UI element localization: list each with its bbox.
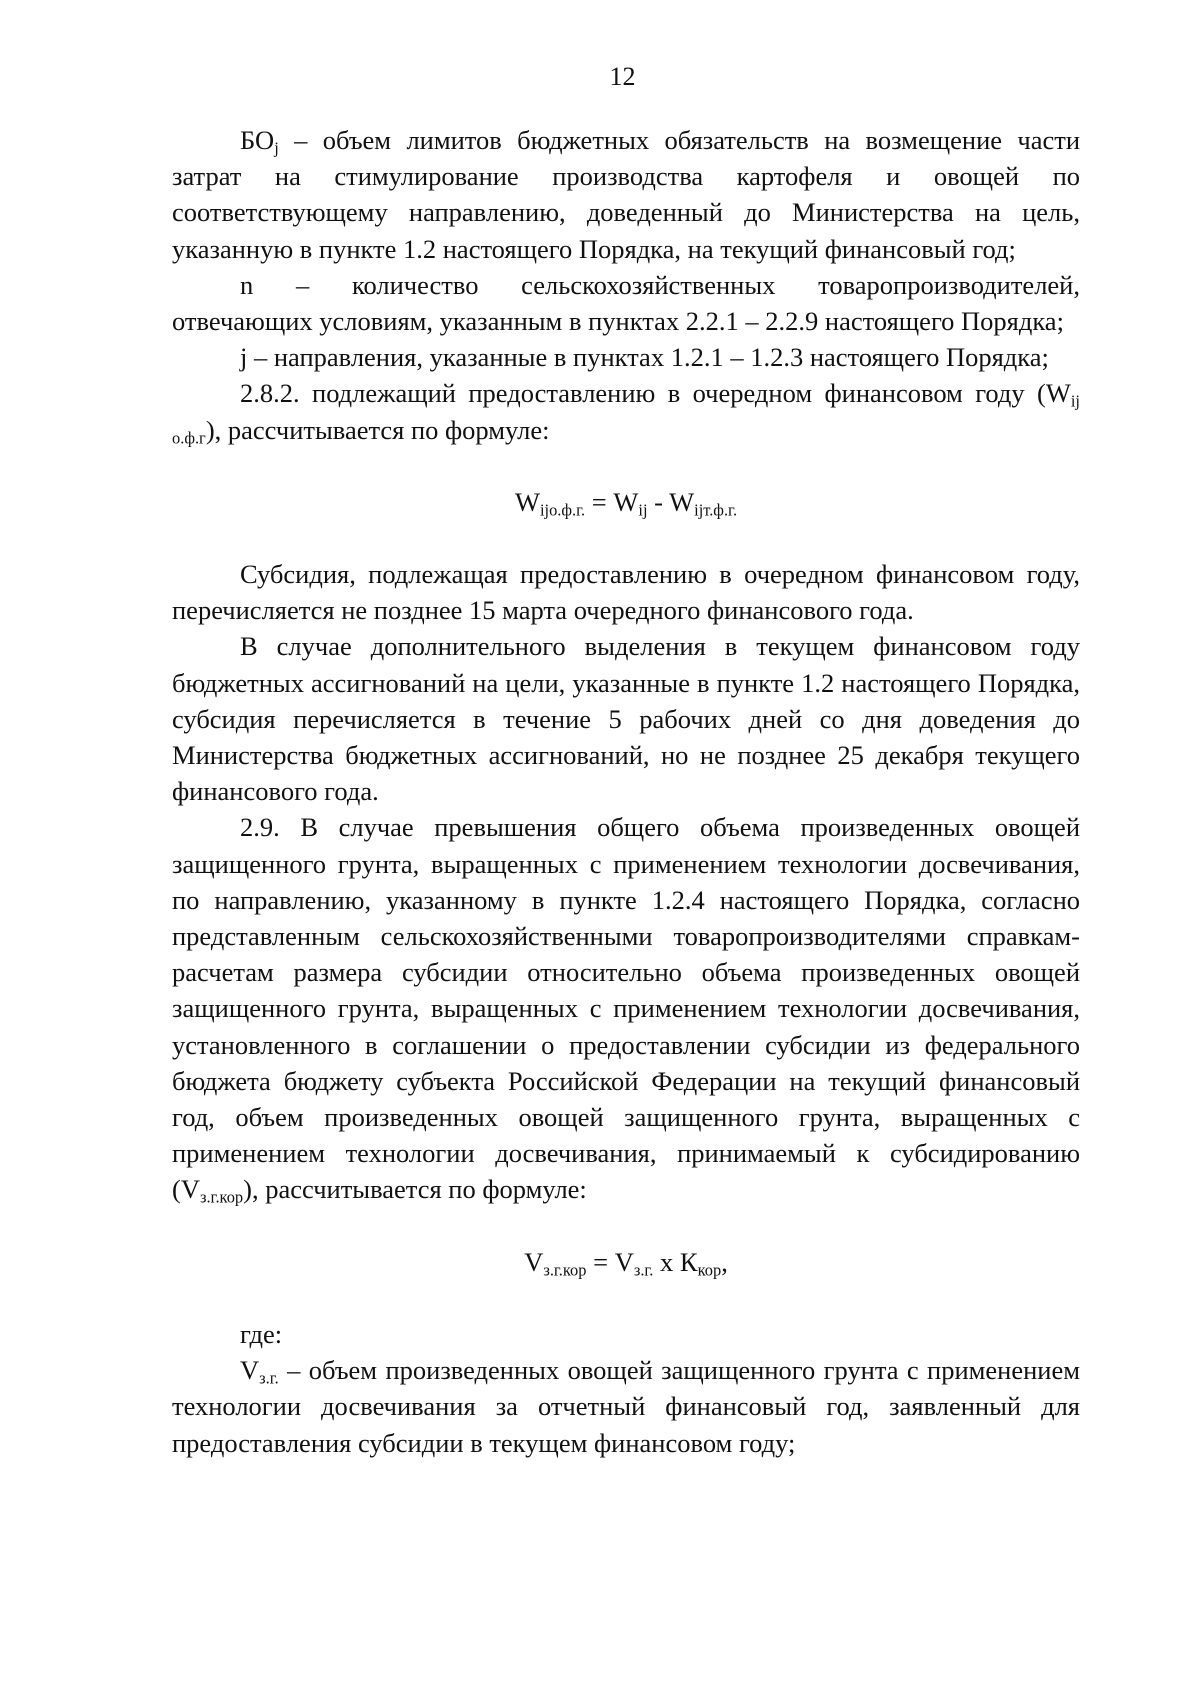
f1-term1-sub: ij (638, 500, 648, 520)
f2-term2: К (679, 1246, 698, 1277)
f1-lhs: W (514, 486, 540, 517)
f2-term1: V (614, 1246, 634, 1277)
paragraph-j-definition: j – направления, указанные в пунктах 1.2.1 – 1.2.3 настоящего Порядка; (240, 342, 1049, 373)
paragraph-bo-definition (172, 122, 1080, 267)
p282-text-b: ), рассчитывается по формуле: (205, 414, 550, 445)
bo-subscript: j (274, 138, 279, 158)
formula-w-next-year (172, 484, 1080, 520)
paragraph-where: где: (240, 1318, 283, 1349)
paragraph-2-8-2 (172, 375, 1080, 447)
paragraph-subsidy-deadline: Субсидия, подлежащая предоставлению в очередном финансовом году, перечисляется не позднее 15 марта очередного финансового года. (172, 559, 1080, 626)
document-body (172, 122, 1080, 1461)
paragraph-vz-definition (172, 1352, 1080, 1461)
vz-subscript: з.г. (259, 1368, 279, 1388)
f2-term1-sub: з.г. (633, 1260, 654, 1280)
f2-tail: , (721, 1246, 728, 1277)
paragraph-2-9 (172, 809, 1080, 1207)
f2-lhs: V (524, 1246, 544, 1277)
bo-definition-text: – объем лимитов бюджетных обязательств на возмещение части затрат на стимулирование производства картофеля и овощей по соответствующему направлению, доведенный до Министерства на цель, указанную в пункте 1.2 настоящего Порядка, на текущий финансовый год; (172, 125, 1080, 264)
paragraph-n-definition: n – количество сельскохозяйственных товаропроизводителей, отвечающих условиям, указанным в пунктах 2.2.1 – 2.2.9 настоящего Порядка; (172, 269, 1080, 337)
vz-definition-text: – объем произведенных овощей защищенного грунта с применением технологии досвечивания за отчетный финансовый год, заявленный для предоставления субсидии в текущем финансовом году; (172, 1355, 1080, 1458)
f2-lhs-sub: з.г.кор (543, 1260, 587, 1280)
formula-v-corrected (172, 1244, 1080, 1280)
p29-subscript: з.г.кор (199, 1188, 244, 1208)
f1-lhs-sub: ijо.ф.г. (539, 500, 586, 520)
f1-eq: = (585, 486, 614, 517)
p29-text-b: ), рассчитывается по формуле: (243, 1174, 587, 1205)
f2-term2-sub: кор (697, 1260, 722, 1280)
p29-text-a: 2.9. В случае превышения общего объема произведенных овощей защищенного грунта, выращенных с применением технологии досвечивания, по направлению, указанному в пункте 1.2.4 настоящего Порядка, согласно представленным сельскохозяйственными товаропроизводителями справкам-расчетам размера субсидии относительно объема произведенных овощей защищенного грунта, выращенных с применением технологии досвечивания, установленного в соглашении о предоставлении субсидии из федерального бюджета бюджету субъекта Российской Федерации на текущий финансовый год, объем произведенных овощей защищенного грунта, выращенных с применением технологии досвечивания, принимаемый к субсидированию (V (172, 812, 1080, 1205)
f1-term1: W (613, 486, 639, 517)
bo-symbol: БО (240, 125, 275, 155)
f1-term2-sub: ijт.ф.г. (694, 500, 738, 520)
page-number: 12 (609, 62, 636, 91)
f1-minus: - (647, 486, 670, 517)
p282-subscript: ij о.ф.г (172, 392, 1080, 448)
p282-text-a: 2.8.2. подлежащий предоставлению в очередном финансовом году (W (240, 378, 1071, 409)
f2-eq: = (586, 1246, 615, 1277)
f1-term2: W (669, 486, 695, 517)
f2-times: х (653, 1246, 680, 1277)
paragraph-additional-allocation: В случае дополнительного выделения в текущем финансовом году бюджетных ассигнований на цели, указанные в пункте 1.2 настоящего Порядка, субсидия перечисляется в течение 5 рабочих дней со дня доведения до Министерства бюджетных ассигнований, но не позднее 25 декабря текущего финансового года. (172, 631, 1080, 807)
vz-symbol: V (240, 1355, 260, 1386)
